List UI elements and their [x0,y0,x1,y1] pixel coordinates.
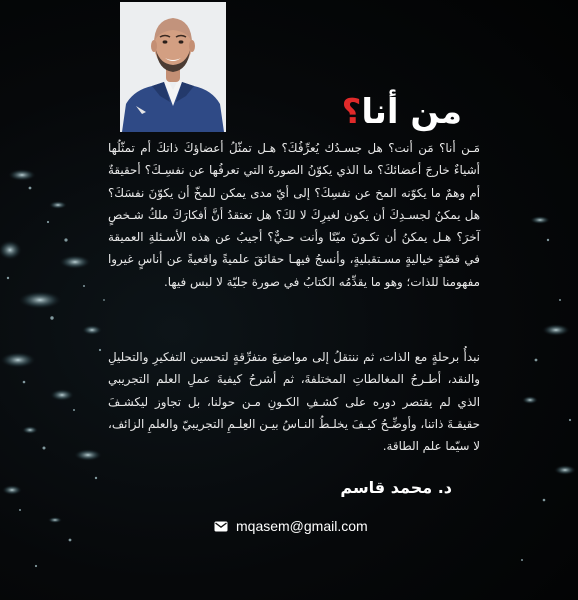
book-description-paragraph: نبدأُ برحلةٍ مع الذات، ثم ننتقلُ إلى مواضيعَ متفرِّقةٍ لتحسين التفكيرِ والتحليلِ والنقد، أطـرحُ المغالطاتِ المختلفةَ، ثم أشرحُ كيفيةَ عملِ العلم التجريبي الذي لم يقتصر دوره على كشـفِ الكـونِ مـن حولنا، بل تجاوز ليكشـفَ حقيقـةَ ذاتنا، وأوضِّـحُ كيـفَ يخلـطُ النـاسُ بيـن العِلـمِ التجريبيّ والعلمِ الزائف، لا سيّما علم الطاقة. [108,350,480,454]
envelope-icon [214,521,228,532]
intro-paragraph: مَـن أنا؟ مَن أنت؟ هل جسـدُك يُعرِّفُكَ؟ هـل تمثّلُ أعضاؤكَ ذاتكَ أم تمثّلُها أشياءٌ خارجَ أعضائكَ؟ ما الذي يكوّنُ الصورةَ التي تعرفُها عن نفسِـكَ؟ أحقيقةٌ أم وهمٌ ما يكوّنه المخ عن نفسِكَ؟ إلى أيّ مدى يمكن للمخّ أن يكوّنَ نفسَكَ؟ هل يمكنُ لجسـدِكَ أن يكون لغيرِكَ لا لكَ؟ هل تعتقدُ أنَّ أفكارَكَ ملكُ شـخصٍ آخرَ؟ هـل يمكنُ أن تكـونَ ميّتًا وأنت حـيٌّ؟ أجيبُ عن هذه الأسـئلةِ العميقة في قصّةٍ خياليةٍ مسـتقبليةٍ، وأنسجُ فيهـا حقائقَ علميةً واقعيةً عن أناسٍ غيروا مفهومنا للذات؛ وهو ما يقدِّمُه الكتابُ في صورة جليّة لا لبس فيها. [108,141,480,289]
author-signature: د. محمد قاسم [340,478,452,497]
title-text: من أنا [361,92,462,132]
contact-line [214,516,368,536]
contact-email[interactable]: mqasem@gmail.com [236,518,368,534]
author-photo [120,2,226,132]
title-question-mark: ؟ [341,92,362,132]
section-title [342,90,462,134]
